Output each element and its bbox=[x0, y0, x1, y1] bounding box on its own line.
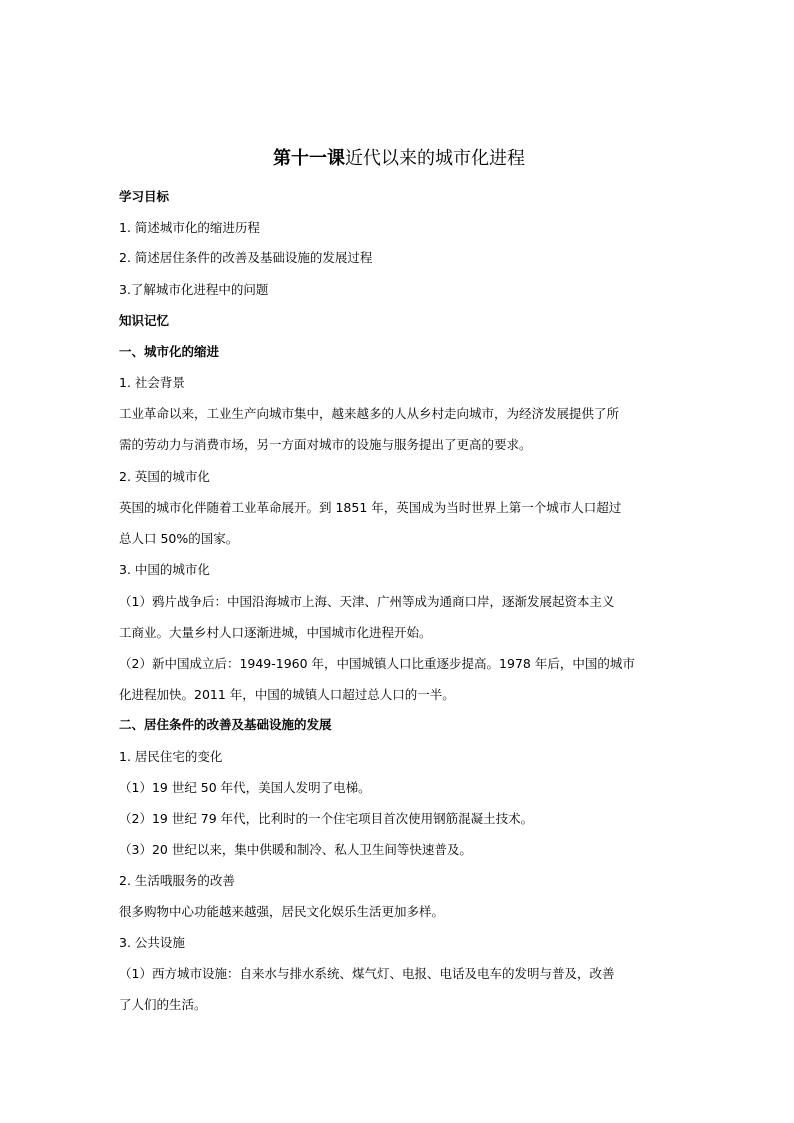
subsection-heading: 3. 中国的城市化 bbox=[119, 562, 210, 577]
paragraph-line: （2）新中国成立后：1949-1960 年，中国城镇人口比重逐步提高。1978 年后，中国的城市 bbox=[119, 656, 635, 671]
section-heading: 二、居住条件的改善及基础设施的发展 bbox=[119, 717, 332, 732]
paragraph bbox=[119, 586, 679, 648]
paragraph-line: 工业革命以来，工业生产向城市集中，越来越多的人从乡村走向城市，为经济发展提供了所 bbox=[119, 406, 620, 421]
paragraph-line: （1）鸦片战争后：中国沿海城市上海、天津、广州等成为通商口岸，逐渐发展起资本主义 bbox=[119, 594, 615, 609]
list-item: （3）20 世纪以来，集中供暖和制冷、私人卫生间等快速普及。 bbox=[119, 842, 472, 857]
paragraph-line: 英国的城市化伴随着工业革命展开。到 1851 年，英国成为当时世界上第一个城市人口超过 bbox=[119, 500, 622, 515]
paragraph-line: 工商业。大量乡村人口逐渐进城，中国城市化进程开始。 bbox=[119, 625, 432, 640]
knowledge-heading: 知识记忆 bbox=[119, 313, 170, 328]
section-heading: 一、城市化的缩进 bbox=[119, 344, 220, 359]
objective-item: 1. 简述城市化的缩进历程 bbox=[119, 220, 260, 235]
subsection-heading: 2. 生活哦服务的改善 bbox=[119, 873, 235, 888]
paragraph-line: 了人们的生活。 bbox=[119, 997, 207, 1012]
list-item: （1）19 世纪 50 年代，美国人发明了电梯。 bbox=[119, 780, 371, 795]
subsection-heading: 1. 居民住宅的变化 bbox=[119, 749, 223, 764]
paragraph bbox=[119, 492, 679, 554]
paragraph-line: 总人口 50%的国家。 bbox=[119, 531, 239, 546]
paragraph-line: （1）西方城市设施：自来水与排水系统、煤气灯、电报、电话及电车的发明与普及，改善 bbox=[119, 966, 615, 981]
paragraph-line: 化进程加快。2011 年，中国的城镇人口超过总人口的一半。 bbox=[119, 687, 455, 702]
page-title bbox=[119, 148, 679, 170]
paragraph bbox=[119, 648, 679, 710]
paragraph-line: 需的劳动力与消费市场，另一方面对城市的设施与服务提出了更高的要求。 bbox=[119, 437, 532, 452]
objective-item: 2. 简述居住条件的改善及基础设施的发展过程 bbox=[119, 250, 373, 265]
subsection-heading: 3. 公共设施 bbox=[119, 935, 185, 950]
objectives-heading: 学习目标 bbox=[119, 189, 170, 204]
subsection-heading: 1. 社会背景 bbox=[119, 375, 185, 390]
subsection-heading: 2. 英国的城市化 bbox=[119, 469, 210, 484]
paragraph bbox=[119, 958, 679, 1020]
title-text: 近代以来的城市化进程 bbox=[345, 148, 525, 169]
paragraph bbox=[119, 398, 679, 460]
title-lesson-number: 第十一课 bbox=[273, 148, 345, 169]
list-item: （2）19 世纪 79 年代，比利时的一个住宅项目首次使用钢筋混凝土技术。 bbox=[119, 811, 534, 826]
objective-item: 3.了解城市化进程中的问题 bbox=[119, 282, 269, 297]
paragraph: 很多购物中心功能越来越强，居民文化娱乐生活更加多样。 bbox=[119, 904, 445, 919]
